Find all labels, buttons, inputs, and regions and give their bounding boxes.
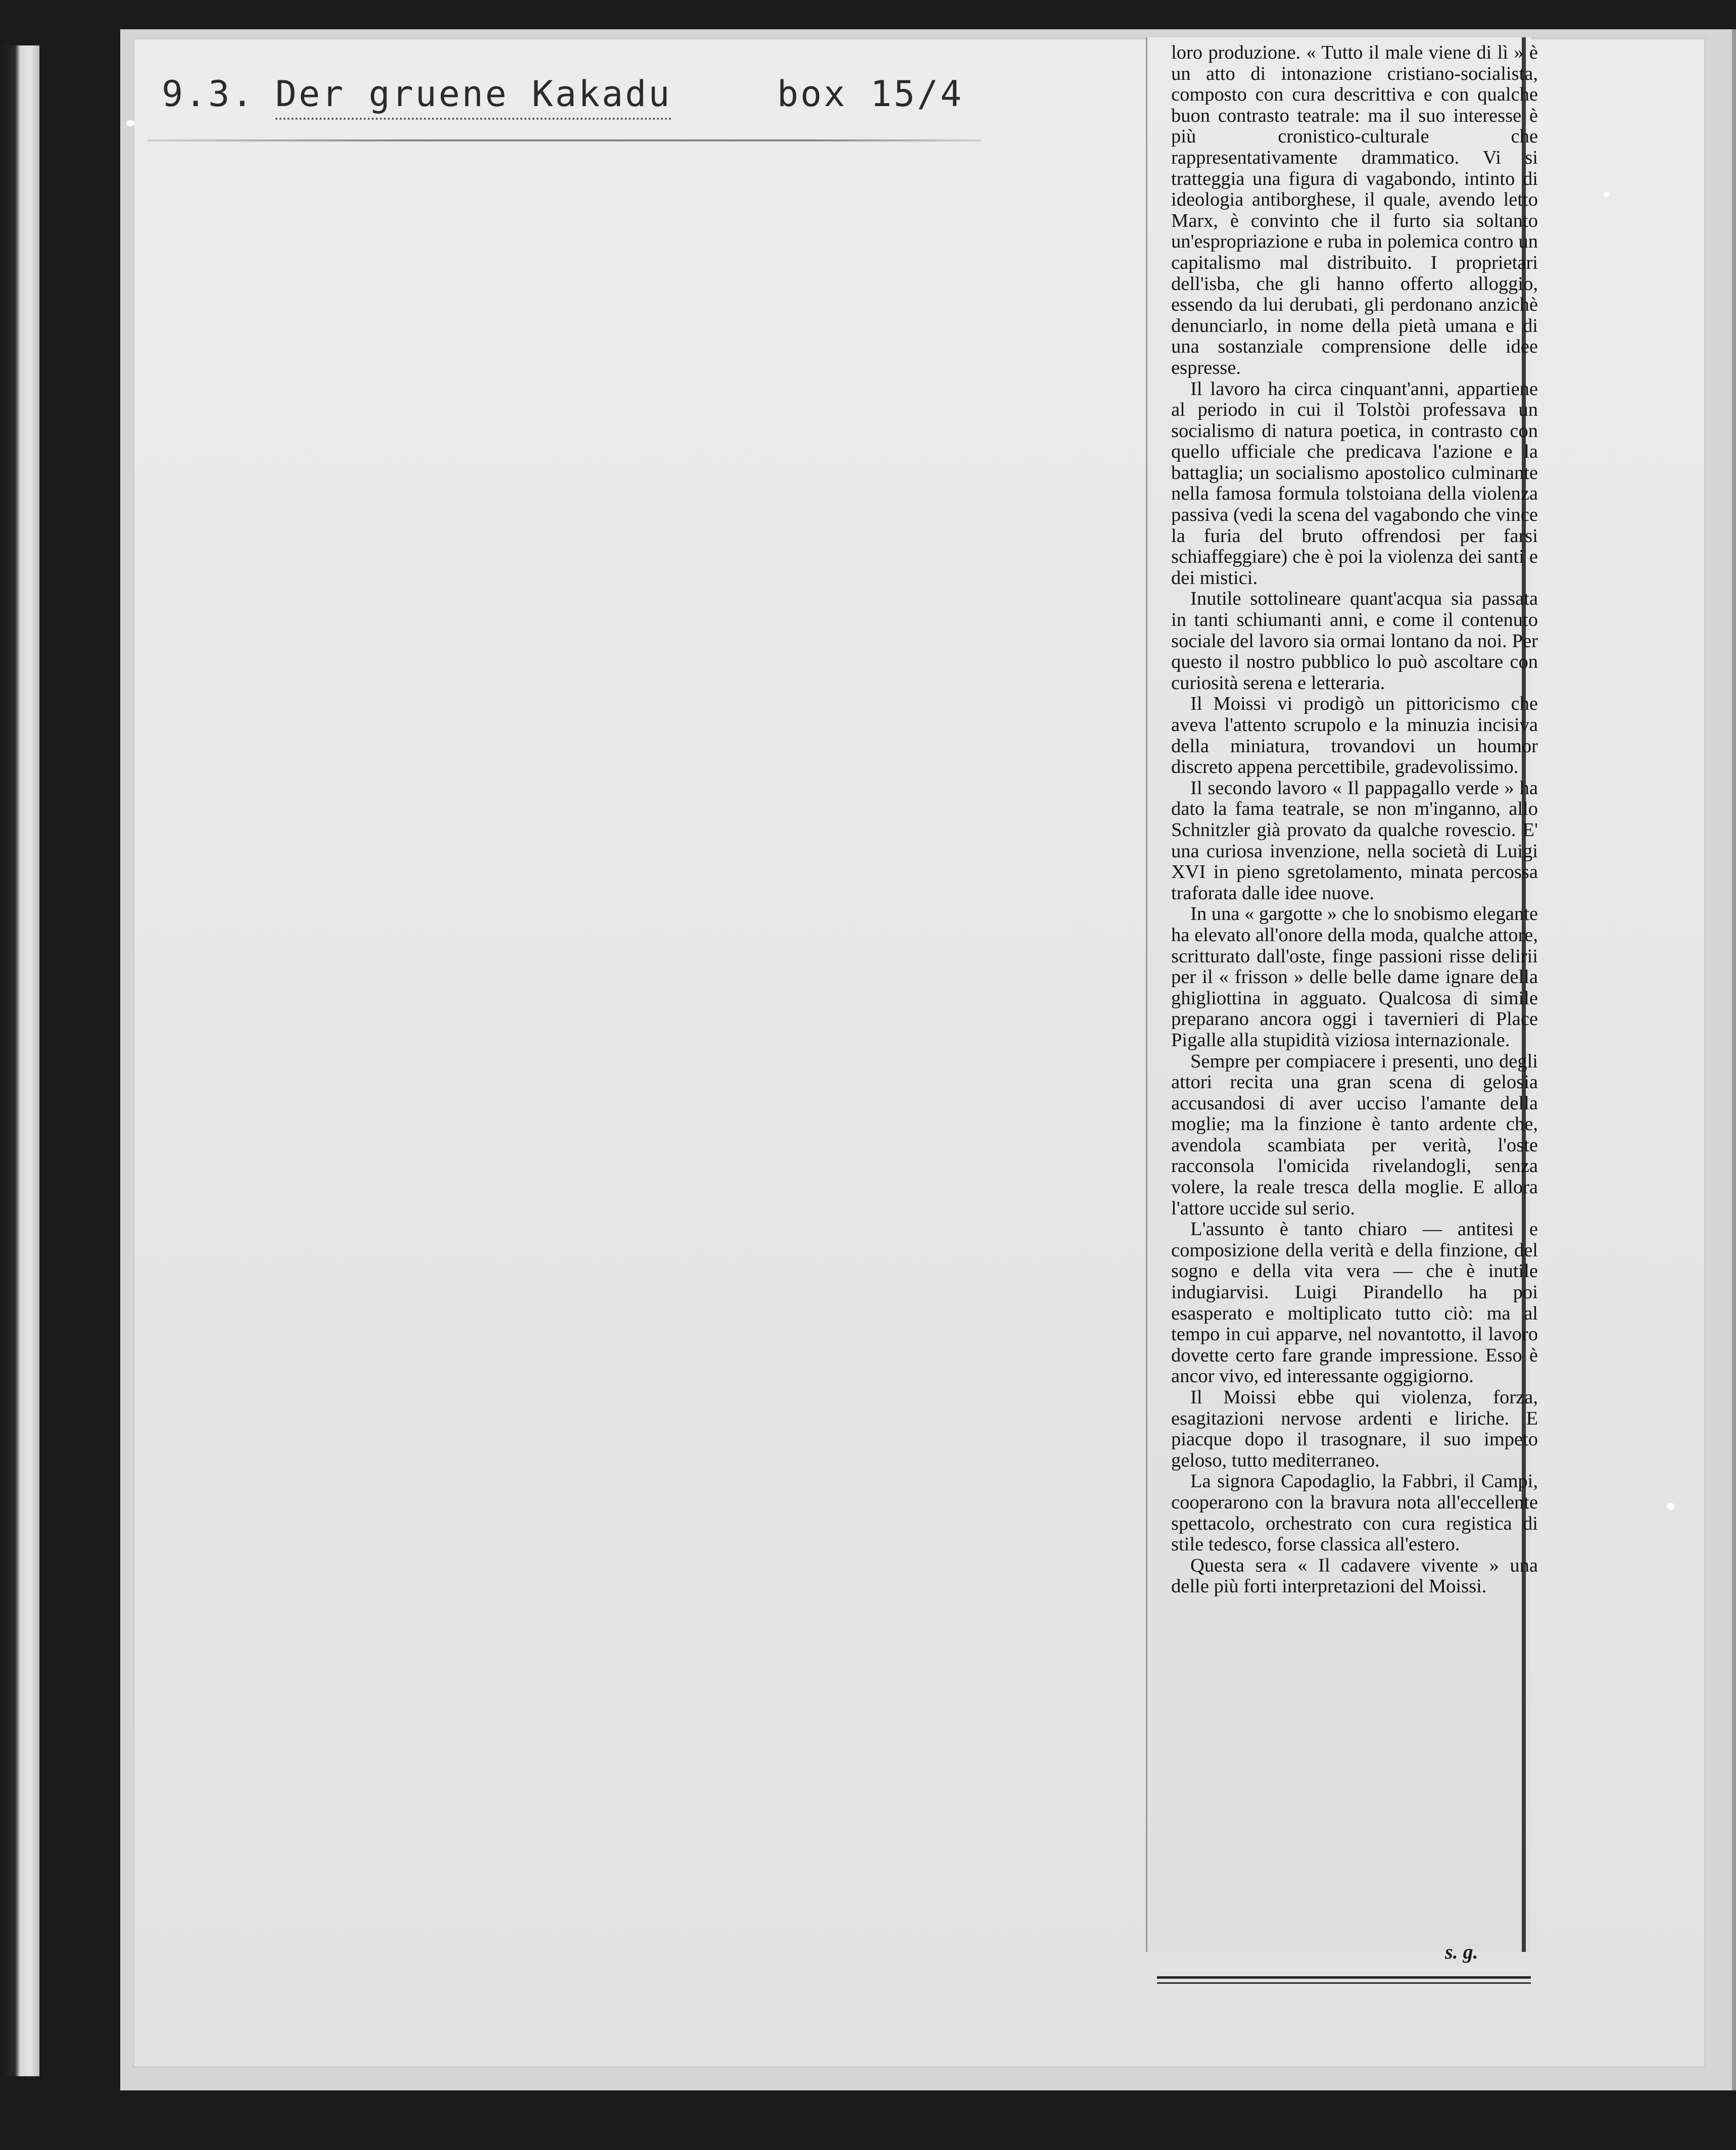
clipping-paragraph: loro produzione. « Tutto il male viene di lì » è un atto di intonazione cristiano-socialista, composto con cura descrittiva e con qualche buon contrasto teatrale: ma il suo interesse è più cronistico-culturale che rappresentativamente drammatico. Vi si tratteggia una figura di vagabondo, intinto di ideologia antiborghese, il quale, avendo letto Marx, è convinto che il furto sia soltanto un'espropriazione e ruba in polemica contro un capitalismo mal distribuito. I proprietari dell'isba, che gli hanno offerto alloggio, essendo da lui derubati, gli perdonano anzichè denunciarlo, in nome della pietà umana e di una sostanziale comprensione delle idee espresse.: [1171, 42, 1538, 378]
clipping-paragraph: Il secondo lavoro « Il pappagallo verde » ha dato la fama teatrale, se non m'inganno, allo Schnitzler già provato da qualche rovescio. E' una curiosa invenzione, nella società di Luigi XVI in pieno sgretolamento, minata percossa traforata dalle idee nuove.: [1171, 777, 1538, 904]
header-box: box 15/4: [777, 73, 964, 115]
signature: s. g.: [1445, 1940, 1478, 1963]
header-id: 9.3.: [162, 73, 255, 115]
dust-speck: [1604, 192, 1609, 197]
clipping-paragraph: Sempre per compiacere i presenti, uno degli attori recita una gran scena di gelosia accusandosi di aver ucciso l'amante della moglie; ma la finzione è tanto ardente che, avendola scambiata per verità, l'oste racconsola l'omicida rivelandogli, senza volere, la reale tresca della moglie. E allora l'attore uccide sul serio.: [1171, 1050, 1538, 1219]
adjacent-page-edge: [0, 45, 39, 2076]
closing-rule-thin: [1157, 1982, 1531, 1984]
header-title: Der gruene Kakadu: [275, 73, 671, 120]
clipping-paragraph: La signora Capodaglio, la Fabbri, il Campi, cooperarono con la bravura nota all'eccellente spettacolo, orchestrato con cura registica di stile tedesco, forse classica all'estero.: [1171, 1471, 1538, 1555]
clipping-paragraph: In una « gargotte » che lo snobismo elegante ha elevato all'onore della moda, qualche attore, scritturato dall'oste, finge passioni risse delirii per il « frisson » delle belle dame ignare della ghigliottina in agguato. Qualcosa di simile preparano ancora oggi i tavernieri di Place Pigalle alla stupidità viziosa internazionale.: [1171, 903, 1538, 1051]
clipping-paragraph: Il Moissi ebbe qui violenza, forza, esagitazioni nervose ardenti e liriche. E piacque dopo il trasognare, il suo impeto geloso, tutto mediterraneo.: [1171, 1387, 1538, 1471]
header-rule: [148, 139, 981, 141]
clipping-paragraph: Inutile sottolineare quant'acqua sia passata in tanti schiumanti anni, e come il contenuto sociale del lavoro sia ormai lontano da noi. Per questo il nostro pubblico lo può ascoltare con curiosità serena e letteraria.: [1171, 588, 1538, 694]
clipping-paragraph: L'assunto è tanto chiaro — antitesi e composizione della verità e della finzione, del sogno e della vita vera — che è inutile indugiarvisi. Luigi Pirandello ha poi esasperato e moltiplicato tutto ciò: ma al tempo in cui apparve, nel novantotto, il lavoro dovette certo fare grande impressione. Esso è ancor vivo, ed interessante oggigiorno.: [1171, 1218, 1538, 1387]
clipping-paragraph: Questa sera « Il cadavere vivente » una delle più forti interpretazioni del Moissi.: [1171, 1554, 1538, 1597]
dust-speck: [1667, 1503, 1674, 1510]
clipping-paragraph: Il lavoro ha circa cinquant'anni, appartiene al periodo in cui il Tolstòi professava un socialismo di natura poetica, in contrasto con quello ufficiale che predicava l'azione e la battaglia; un socialismo apostolico culminante nella famosa formula tolstoiana della violenza passiva (vedi la scena del vagabondo che vince la furia del bruto offrendosi per farsi schiaffeggiare) che è poi la violenza dei santi e dei mistici.: [1171, 378, 1538, 589]
closing-rule: [1157, 1976, 1531, 1979]
clipping-text: [1171, 42, 1538, 1597]
dust-speck: [126, 120, 134, 126]
clipping-paragraph: Il Moissi vi prodigò un pittoricismo che aveva l'attento scrupolo e la minuzia incisiva della miniatura, trovandovi un houmor discreto appena percettibile, gradevolissimo.: [1171, 693, 1538, 778]
